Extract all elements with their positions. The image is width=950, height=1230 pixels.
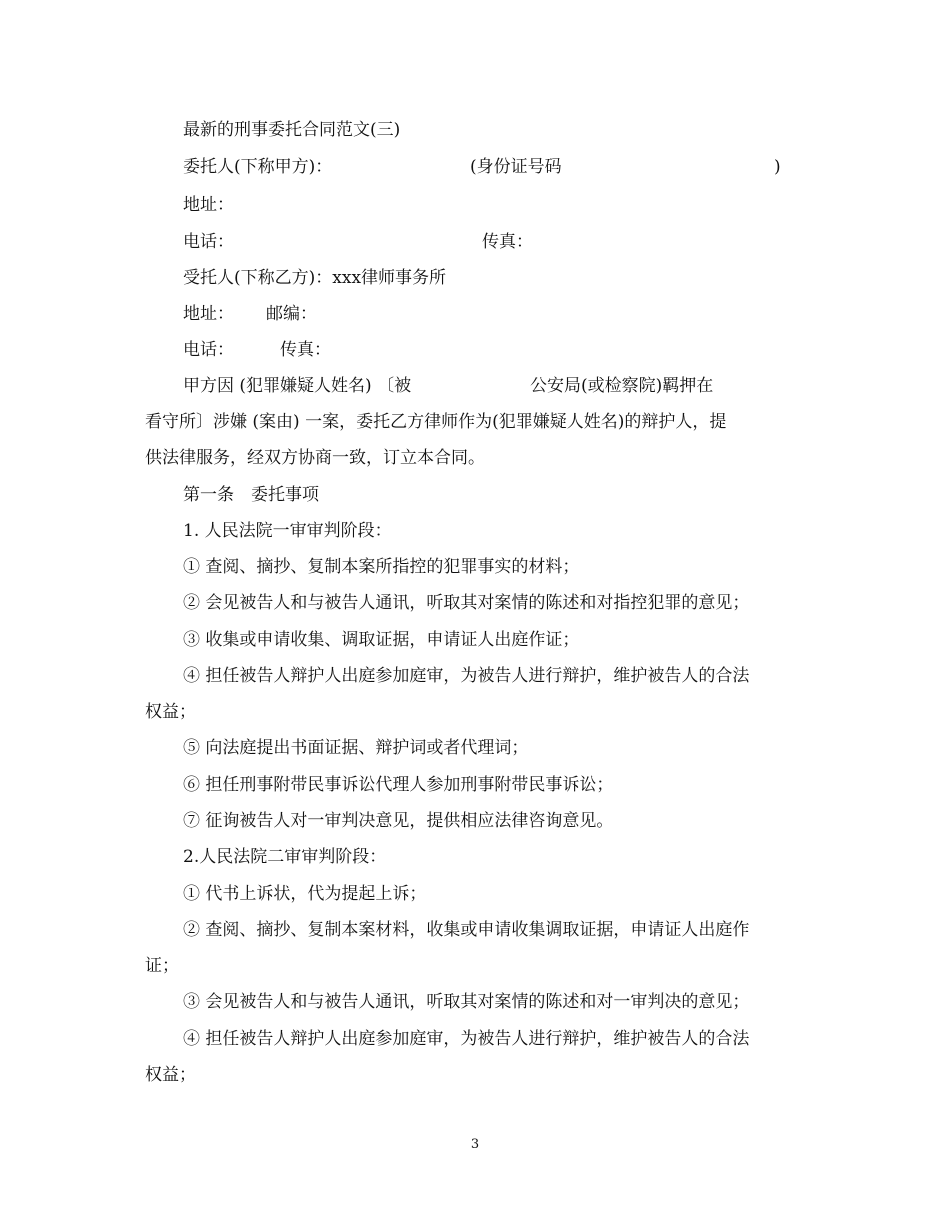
party-a-id-close: ): [774, 157, 781, 177]
intro-line-2: 看守所〕涉嫌 (案由) 一案，委托乙方律师作为(犯罪嫌疑人姓名)的辩护人，提: [145, 412, 727, 432]
stage-1-item: ① 查阅、摘抄、复制本案所指控的犯罪事实的材料；: [183, 557, 580, 577]
party-b-address: 地址：: [183, 304, 234, 324]
intro-line-3: 供法律服务，经双方协商一致，订立本合同。: [145, 448, 485, 468]
stage-2-item: ② 查阅、摘抄、复制本案材料，收集或申请收集调取证据，申请证人出庭作: [183, 920, 750, 940]
party-b-phone: 电话：: [183, 340, 234, 360]
party-b-label: 受托人(下称乙方)：xxx律师事务所: [183, 268, 447, 288]
page-number: 3: [470, 1137, 480, 1152]
party-a-phone: 电话：: [183, 232, 234, 252]
stage-1-item: ② 会见被告人和与被告人通讯，听取其对案情的陈述和对指控犯罪的意见；: [183, 593, 750, 613]
stage-1-item: ③ 收集或申请收集、调取证据，申请证人出庭作证；: [183, 630, 580, 650]
stage-2-item: ④ 担任被告人辩护人出庭参加庭审，为被告人进行辩护，维护被告人的合法: [183, 1029, 750, 1049]
intro-line-1b: 公安局(或检察院)羁押在: [530, 376, 714, 396]
document-title: 最新的刑事委托合同范文(三): [183, 120, 401, 140]
stage-2-heading: 2.人民法院二审审判阶段：: [183, 847, 387, 867]
stage-1-item: ④ 担任被告人辩护人出庭参加庭审，为被告人进行辩护，维护被告人的合法: [183, 666, 750, 686]
stage-1-item: ⑤ 向法庭提出书面证据、辩护词或者代理词；: [183, 738, 529, 758]
party-a-address: 地址：: [183, 195, 234, 215]
stage-1-item-continued: 权益；: [145, 702, 196, 722]
article-1-heading: 第一条 委托事项: [183, 485, 319, 505]
stage-1-heading: 1. 人民法院一审审判阶段：: [183, 521, 392, 541]
stage-1-item: ⑥ 担任刑事附带民事诉讼代理人参加刑事附带民事诉讼；: [183, 775, 614, 795]
party-a-label: 委托人(下称甲方)：: [183, 157, 333, 177]
stage-1-item: ⑦ 征询被告人对一审判决意见，提供相应法律咨询意见。: [183, 811, 614, 831]
party-b-fax: 传真：: [280, 340, 331, 360]
stage-2-item-continued: 权益；: [145, 1065, 196, 1085]
stage-2-item: ③ 会见被告人和与被告人通讯，听取其对案情的陈述和对一审判决的意见；: [183, 992, 750, 1012]
stage-2-item: ① 代书上诉状，代为提起上诉；: [183, 884, 427, 904]
party-a-fax: 传真：: [482, 232, 533, 252]
party-a-id-label: (身份证号码: [470, 157, 562, 177]
stage-2-item-continued: 证；: [145, 956, 179, 976]
intro-line-1a: 甲方因 (犯罪嫌疑人姓名) 〔被: [183, 376, 412, 396]
party-b-postcode: 邮编：: [266, 304, 317, 324]
